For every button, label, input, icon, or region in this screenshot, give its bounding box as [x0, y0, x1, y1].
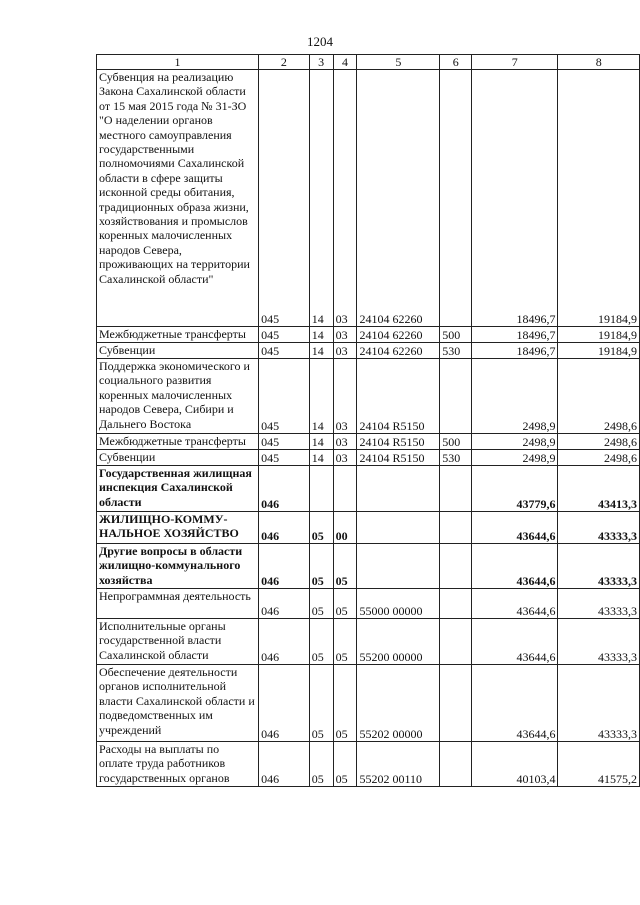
row-name: Субвенции [97, 343, 259, 359]
col-6 [440, 742, 472, 787]
row-name: Расходы на выплаты по оплате труда работников государственных органов [97, 742, 259, 787]
col-2: 046 [259, 466, 310, 512]
col-6: 530 [440, 343, 472, 359]
col-6: 530 [440, 450, 472, 466]
col-3: 05 [309, 619, 333, 665]
row-name: Межбюджетные трансферты [97, 327, 259, 343]
col-6: 500 [440, 327, 472, 343]
col-6 [440, 665, 472, 742]
table-row [97, 665, 640, 742]
col-3: 14 [309, 327, 333, 343]
col-8: 43333,3 [558, 512, 640, 544]
header-row [97, 55, 640, 70]
col-4: 03 [333, 434, 357, 450]
col-3: 14 [309, 434, 333, 450]
col-8: 2498,6 [558, 359, 640, 434]
col-5: 24104 62260 [357, 70, 440, 327]
column-header: 8 [558, 55, 640, 70]
table-row [97, 343, 640, 359]
col-5: 55202 00110 [357, 742, 440, 787]
table-row [97, 70, 640, 327]
table-row [97, 327, 640, 343]
col-4: 05 [333, 665, 357, 742]
col-4: 03 [333, 450, 357, 466]
table-row [97, 450, 640, 466]
col-5: 24104 62260 [357, 327, 440, 343]
col-5: 24104 R5150 [357, 434, 440, 450]
col-4: 05 [333, 619, 357, 665]
col-2: 046 [259, 512, 310, 544]
col-8: 43413,3 [558, 466, 640, 512]
col-7: 43644,6 [472, 665, 558, 742]
col-3: 14 [309, 343, 333, 359]
row-name: Межбюджетные трансферты [97, 434, 259, 450]
table-row [97, 544, 640, 589]
col-3: 14 [309, 450, 333, 466]
col-2: 045 [259, 327, 310, 343]
col-2: 046 [259, 742, 310, 787]
col-8: 19184,9 [558, 343, 640, 359]
col-6 [440, 70, 472, 327]
column-header: 2 [259, 55, 310, 70]
row-name: ЖИЛИЩНО-КОММУ-НАЛЬНОЕ ХОЗЯЙСТВО [97, 512, 259, 544]
col-4: 03 [333, 327, 357, 343]
col-2: 045 [259, 450, 310, 466]
table-row [97, 589, 640, 619]
column-header: 5 [357, 55, 440, 70]
col-7: 18496,7 [472, 327, 558, 343]
col-2: 045 [259, 359, 310, 434]
col-8: 41575,2 [558, 742, 640, 787]
column-header: 7 [472, 55, 558, 70]
col-5 [357, 512, 440, 544]
col-7: 2498,9 [472, 359, 558, 434]
col-7: 43644,6 [472, 619, 558, 665]
table-row [97, 619, 640, 665]
column-header: 4 [333, 55, 357, 70]
col-3 [309, 466, 333, 512]
col-4: 03 [333, 70, 357, 327]
col-6: 500 [440, 434, 472, 450]
col-5 [357, 544, 440, 589]
col-8: 19184,9 [558, 327, 640, 343]
col-7: 18496,7 [472, 343, 558, 359]
row-name: Исполнительные органы государственной власти Сахалинской области [97, 619, 259, 665]
col-7: 40103,4 [472, 742, 558, 787]
row-name: Обеспечение деятельности органов исполнительной власти Сахалинской области и подведомственных им учреждений [97, 665, 259, 742]
col-6 [440, 544, 472, 589]
column-header: 3 [309, 55, 333, 70]
col-3: 05 [309, 544, 333, 589]
col-4: 05 [333, 589, 357, 619]
budget-table [96, 54, 640, 787]
col-7: 2498,9 [472, 450, 558, 466]
col-4 [333, 466, 357, 512]
col-8: 2498,6 [558, 434, 640, 450]
table-row [97, 434, 640, 450]
col-5: 55200 00000 [357, 619, 440, 665]
col-8: 43333,3 [558, 665, 640, 742]
col-3: 05 [309, 742, 333, 787]
col-7: 43644,6 [472, 589, 558, 619]
col-2: 046 [259, 589, 310, 619]
col-5: 24104 R5150 [357, 450, 440, 466]
row-name: Поддержка экономического и социального развития коренных малочисленных народов Севера, Сибири и Дальнего Востока [97, 359, 259, 434]
row-name: Другие вопросы в области жилищно-коммунального хозяйства [97, 544, 259, 589]
col-7: 43644,6 [472, 544, 558, 589]
col-7: 43644,6 [472, 512, 558, 544]
col-5 [357, 466, 440, 512]
row-name: Государственная жилищная инспекция Сахалинской области [97, 466, 259, 512]
col-6 [440, 619, 472, 665]
col-8: 2498,6 [558, 450, 640, 466]
col-2: 046 [259, 544, 310, 589]
col-2: 046 [259, 665, 310, 742]
table-row [97, 359, 640, 434]
row-name: Субвенции [97, 450, 259, 466]
col-3: 14 [309, 70, 333, 327]
col-2: 045 [259, 343, 310, 359]
col-3: 14 [309, 359, 333, 434]
col-6 [440, 589, 472, 619]
col-8: 43333,3 [558, 544, 640, 589]
col-2: 045 [259, 434, 310, 450]
col-3: 05 [309, 589, 333, 619]
col-2: 045 [259, 70, 310, 327]
table-row [97, 512, 640, 544]
page-number: 1204 [307, 34, 333, 49]
col-7: 2498,9 [472, 434, 558, 450]
col-7: 18496,7 [472, 70, 558, 327]
col-4: 05 [333, 742, 357, 787]
col-3: 05 [309, 665, 333, 742]
col-4: 03 [333, 359, 357, 434]
row-name: Непрограммная деятельность [97, 589, 259, 619]
col-5: 55202 00000 [357, 665, 440, 742]
column-header: 6 [440, 55, 472, 70]
table-row [97, 466, 640, 512]
column-header: 1 [97, 55, 259, 70]
table-row [97, 742, 640, 787]
col-4: 00 [333, 512, 357, 544]
col-5: 24104 62260 [357, 343, 440, 359]
col-4: 03 [333, 343, 357, 359]
col-3: 05 [309, 512, 333, 544]
col-5: 24104 R5150 [357, 359, 440, 434]
col-2: 046 [259, 619, 310, 665]
table-body [97, 70, 640, 787]
col-8: 43333,3 [558, 619, 640, 665]
col-5: 55000 00000 [357, 589, 440, 619]
col-8: 43333,3 [558, 589, 640, 619]
row-name: Субвенция на реализацию Закона Сахалинской области от 15 мая 2015 года № 31-ЗО "О наделении органов местного самоуправления государственными полномочиями Сахалинской области в сфере защиты исконной среды обитания, традиционных образа жизни, хозяйствования и промыслов коренных малочисленных народов Севера, проживающих на территории Сахалинской области" [97, 70, 259, 327]
col-8: 19184,9 [558, 70, 640, 327]
col-6 [440, 466, 472, 512]
col-6 [440, 512, 472, 544]
col-6 [440, 359, 472, 434]
col-4: 05 [333, 544, 357, 589]
col-7: 43779,6 [472, 466, 558, 512]
